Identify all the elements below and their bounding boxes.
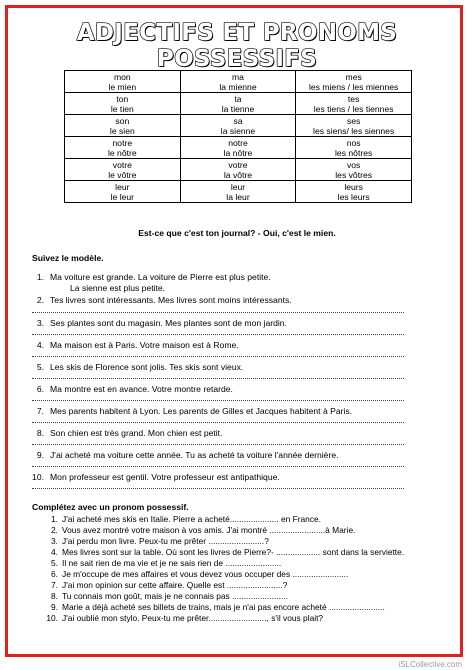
answer-line[interactable] <box>32 488 404 489</box>
adjective-form: notre <box>112 137 133 148</box>
exercise2-item: 7. J'ai mon opinion sur cette affaire. Quelle est ........................? <box>51 580 288 590</box>
possessives-table <box>64 70 412 203</box>
pronoun-form: la leur <box>226 191 250 202</box>
table-cell <box>65 159 181 181</box>
adjective-form: votre <box>112 159 132 170</box>
exercise1-item: 6. Ma montre est en avance. Votre montre retarde. <box>36 384 233 394</box>
exercise1-example-answer: La sienne est plus petite. <box>70 283 166 293</box>
pronoun-form: les nôtres <box>335 147 373 158</box>
pronoun-form: le mien <box>108 81 137 92</box>
answer-line[interactable] <box>32 356 404 357</box>
exercise2-item: 3. J'ai perdu mon livre. Peux-tu me prêter ........................? <box>51 536 269 546</box>
table-cell <box>296 115 412 137</box>
table-cell <box>296 137 412 159</box>
adjective-form: leurs <box>344 181 363 192</box>
pronoun-form: le leur <box>110 191 135 202</box>
exercise1-item: 8. Son chien est très grand. Mon chien est petit. <box>36 428 223 438</box>
model-sentence: Est-ce que c'est ton journal? - Oui, c'est le mien. <box>138 228 336 238</box>
adjective-form: nos <box>346 137 361 148</box>
pronoun-form: les siens/ les siennes <box>313 125 395 136</box>
table-cell <box>65 71 181 93</box>
exercise1-item: 1. Ma voiture est grande. La voiture de Pierre est plus petite. <box>36 272 271 282</box>
table-cell <box>180 181 296 203</box>
table-cell <box>296 71 412 93</box>
adjective-form: ma <box>232 71 244 82</box>
adjective-form: leur <box>115 181 130 192</box>
pronoun-form: la vôtre <box>223 169 253 180</box>
section1-heading: Suivez le modèle. <box>32 253 104 263</box>
exercise2-item: 10. J'ai oublié mon stylo. Peux-tu me prêter........................., s'il vous plait? <box>46 613 324 623</box>
answer-line[interactable] <box>32 466 404 467</box>
adjective-form: ses <box>346 115 361 126</box>
table-cell <box>296 159 412 181</box>
adjective-form: sa <box>233 115 243 126</box>
exercise2-item: 6. Je m'occupe de mes affaires et vous devez vous occuper des ........................ <box>51 569 349 579</box>
adjective-form: tes <box>347 93 360 104</box>
table-cell <box>296 181 412 203</box>
table-row <box>65 137 412 159</box>
table-cell <box>180 71 296 93</box>
pronoun-form: les leurs <box>337 191 370 202</box>
adjective-form: son <box>115 115 130 126</box>
adjective-form: leur <box>230 181 246 192</box>
watermark-footer: iSLCollective.com <box>398 660 462 669</box>
pronoun-form: la tienne <box>221 103 255 114</box>
answer-line[interactable] <box>32 334 404 335</box>
table-cell <box>180 93 296 115</box>
exercise2-item: 2. Vous avez montré votre maison à vos amis. J'ai montré ........................à Marie. <box>51 525 356 535</box>
exercise2-item: 1. J'ai acheté mes skis en Italie. Pierre a acheté..................... en France. <box>51 514 322 524</box>
exercise1-item: 7. Mes parents habitent à Lyon. Les parents de Gilles et Jacques habitent à Paris. <box>36 406 353 416</box>
adjective-form: ton <box>116 93 129 104</box>
adjective-form: mes <box>345 71 362 82</box>
table-cell <box>296 93 412 115</box>
pronoun-form: les tiens / les tiennes <box>313 103 394 114</box>
pronoun-form: le nôtre <box>107 147 137 158</box>
page-title: ADJECTIFS ET PRONOMS POSSESSIFS <box>76 20 398 72</box>
pronoun-form: les miens / les miennes <box>308 81 399 92</box>
exercise2-item: 4. Mes livres sont sur la table. Où sont les livres de Pierre?- ................... sont dans la serviette. <box>51 547 405 557</box>
table-cell <box>65 181 181 203</box>
exercise1-item: 5. Les skis de Florence sont jolis. Tes skis sont vieux. <box>36 362 244 372</box>
table-cell <box>65 93 181 115</box>
table-row <box>65 115 412 137</box>
table-row <box>65 159 412 181</box>
section2-heading: Complétez avec un pronom possessif. <box>32 502 189 512</box>
answer-line[interactable] <box>32 312 404 313</box>
exercise1-item: 2. Tes livres sont intéressants. Mes livres sont moins intéressants. <box>36 295 292 305</box>
answer-line[interactable] <box>32 422 404 423</box>
table-row <box>65 181 412 203</box>
exercise1-item: 10. Mon professeur est gentil. Votre professeur est antipathique. <box>32 472 280 482</box>
pronoun-form: le vôtre <box>108 169 137 180</box>
adjective-form: votre <box>228 159 248 170</box>
pronoun-form: le tien <box>110 103 134 114</box>
pronoun-form: les vôtres <box>335 169 373 180</box>
table-row <box>65 93 412 115</box>
adjective-form: notre <box>228 137 248 148</box>
adjective-form: vos <box>346 159 361 170</box>
exercise2-item: 9. Marie a déjà acheté ses billets de trains, mais je n'ai pas encore acheté ........................ <box>51 602 385 612</box>
exercise1-item: 9. J'ai acheté ma voiture cette année. Tu as acheté ta voiture l'année dernière. <box>36 450 339 460</box>
adjective-form: mon <box>113 71 131 82</box>
pronoun-form: la sienne <box>220 125 256 136</box>
table-cell <box>180 159 296 181</box>
adjective-form: ta <box>234 93 242 104</box>
exercise1-item: 3. Ses plantes sont du magasin. Mes plantes sont de mon jardin. <box>36 318 287 328</box>
pronoun-form: le sien <box>109 125 135 136</box>
answer-line[interactable] <box>32 378 404 379</box>
answer-line[interactable] <box>32 444 404 445</box>
exercise2-item: 5. Il ne sait rien de ma vie et je ne sais rien de ........................ <box>51 558 282 568</box>
exercise2-item: 8. Tu connais mon goût, mais je ne connais pas ........................ <box>51 591 288 601</box>
pronoun-form: la mienne <box>219 81 257 92</box>
table-row <box>65 71 412 93</box>
table-cell <box>180 115 296 137</box>
pronoun-form: la nôtre <box>223 147 253 158</box>
table-cell <box>65 115 181 137</box>
answer-line[interactable] <box>32 400 404 401</box>
table-cell <box>180 137 296 159</box>
exercise1-item: 4. Ma maison est à Paris. Votre maison est à Rome. <box>36 340 239 350</box>
table-cell <box>65 137 181 159</box>
